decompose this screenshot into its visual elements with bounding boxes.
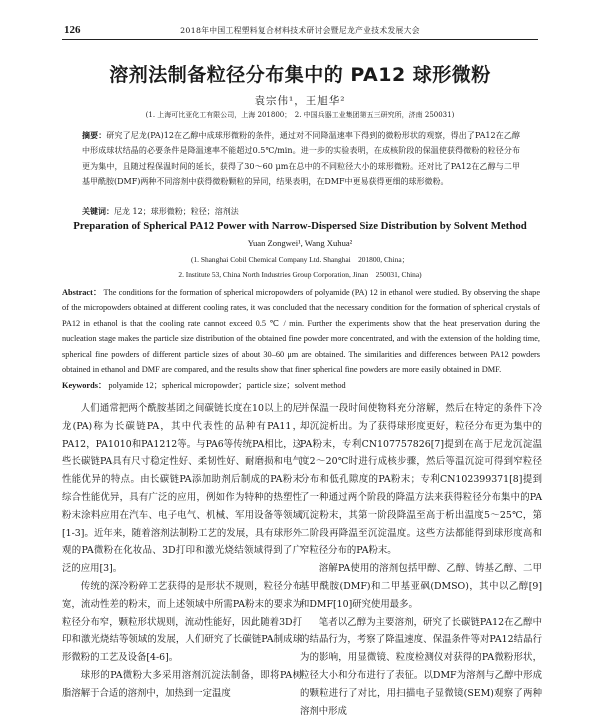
affiliation-english bbox=[0, 253, 600, 282]
affiliation-english-line-2: 2. Institute 53, China North Industries Group Corporation, Jinan 250031, China) bbox=[178, 269, 422, 279]
body-paragraph: 传统的深冷粉碎工艺获得的是形状不规则，粒径分布宽，流动性差的粉末，而上述领域中所需PA粉末的要求为粒径分布窄，颗粒形状规则，流动性能好，因此随着3D打印和激光烧结等领域的发展，人们研究了长碳链PA制成球形微粉的工艺及设备[4-6]。 bbox=[62, 580, 302, 664]
abstract-english-label: Abstract： bbox=[62, 288, 102, 297]
body-paragraph: 溶解PA使用的溶剂包括甲醇、乙醇、铸基乙醇、二甲基甲酰胺(DMF)和二甲基亚砜(DMSO)，其中以乙醇[9]和DMF[10]研究使用最多。 bbox=[300, 563, 542, 610]
body-paragraph: 球形的PA微粉大多采用溶剂沉淀法制备，即将PA树脂溶解于合适的溶剂中，加热到一定温度 bbox=[62, 669, 302, 699]
title-chinese: 溶剂法制备粒径分布集中的 PA12 球形微粉 bbox=[109, 64, 491, 86]
page-number: 126 bbox=[64, 24, 81, 36]
body-column-left bbox=[62, 400, 302, 703]
abstract-english bbox=[62, 285, 540, 377]
authors-english: Yuan Zongwei¹, Wang Xuhua² bbox=[247, 238, 353, 248]
abstract-english-text: The conditions for the formation of spherical micropowders of polyamide (PA) 12 in ethanol were studied. By observing the shape of the micropowders obtained at different cooling rates, it was concluded that the necessary condition for the formation of spherical crystals of PA12 in ethanol is that the cooling rate cannot exceed 0.5 ℃ / min. Further the experiments show that the heat preservation during the nucleation stage makes the particle size distribution of the obtained fine powder more concentrated, and with the extension of the holding time, spherical fine powders of different particle sizes of about 30–60 μm are obtained. The similarities and differences between PA12 powders obtained in ethanol and DMF are compared, and the results show that finer spherical fine powders are more easily obtained in DMF. bbox=[62, 288, 540, 375]
running-header bbox=[62, 24, 538, 40]
body-paragraph: 人们通常把两个酰胺基团之间碳链长度在10以上的尼龙(PA)称为长碳链PA，其中代表性的品种有PA11，PA12，PA1010和PA1212等。与PA6等传统PA相比，这些长碳链PA具有尺寸稳定性好、柔韧性好、耐磨损和电气性能优异的特点。由长碳链PA添加助剂后制成的PA粉末综合性能优异，具有广泛的应用，例如作为特种的热塑性粉末涂料应用在汽车、电子电气、机械、军用设备等领域[1-3]。近年来，随着溶剂法制粉工艺的发展，具有球形外观的PA微粉在化妆品、3D打印和激光烧结领域得到了广泛的应用[3]。 bbox=[62, 403, 302, 575]
keywords-english-label: Keywords： bbox=[62, 381, 107, 390]
keywords-english bbox=[62, 379, 540, 391]
title-english: Preparation of Spherical PA12 Power with Narrow-Dispersed Size Distribution by Solvent Method bbox=[73, 220, 527, 232]
keywords-english-text: polyamide 12；spherical micropowder；particle size；solvent method bbox=[108, 381, 346, 390]
abstract-chinese bbox=[82, 128, 520, 190]
affiliation-chinese: (1. 上海可比亚化工有限公司，上海 201800； 2. 中国兵器工业集团第五三研究所，济南 250031) bbox=[145, 111, 455, 119]
abstract-chinese-text: 研究了尼龙(PA)12在乙醇中成球形微粉的条件，通过对不同降温速率下得到的微粉形状的观察，得出了PA12在乙醇中形成球状结晶的必要条件是降温速率不能超过0.5℃/min。进一步的实验表明，在成核阶段的保温使获得微粉的粒径分布更为集中，且随过程保温时间的延长，获得了30～60 μm在总中的不同粒径大小的球形微粉。还对比了PA12在乙醇与二甲基甲酰胺(DMF)两种不同溶剂中获得微粉颗粒的异同，结果表明，在DMF中更易获得更细的球形微粉。 bbox=[82, 131, 521, 187]
conference-name: 2018年中国工程塑料复合材料技术研讨会暨尼龙产业技术发展大会 bbox=[180, 26, 420, 35]
body-column-right bbox=[300, 400, 542, 720]
keywords-chinese bbox=[82, 206, 520, 217]
keywords-chinese-label: 关键词： bbox=[82, 207, 114, 216]
body-paragraph: 笔者以乙醇为主要溶剂，研究了长碳链PA12在乙醇中的结晶行为，考察了降温速度、保温条件等对PA12结晶行为的影响，用显微镜、粒度检测仪对获得的PA微粉形状，粒径大小和分布进行了表征。以DMF为溶剂与乙醇中形成的颗粒进行了对比，用扫描电子显微镜(SEM)观察了两种溶剂中形成 bbox=[300, 616, 542, 717]
body-paragraph: 并保温一段时间使物料充分溶解，然后在特定的条件下冷却沉淀析出。为了获得球形度更好，粒径分布更为集中的PA粉末，专利CN107757826[7]提到在高于尼龙沉淀温度2～20℃时进行成核步骤，然后等温沉淀可得到窄粒径分布和低孔隙度的PA粉末；专利CN102399371[8]提到了一种通过两个阶段的降温方法来获得粒径分布集中的PA沉淀粉末，其第一阶段降温至高于析出温度5～25℃，第二阶段再降温至沉淀温度。这些方法都能得到球形度高和窄粒径分布的PA粉末。 bbox=[300, 403, 542, 557]
authors-chinese: 袁宗伟¹，王旭华² bbox=[254, 95, 346, 107]
affiliation-english-line-1: (1. Shanghai Cobil Chemical Company Ltd. Shanghai 201800, China； bbox=[190, 255, 409, 264]
keywords-chinese-text: 尼龙 12；球形微粉；粒径；溶剂法 bbox=[114, 207, 239, 216]
abstract-chinese-label: 摘要： bbox=[82, 131, 107, 140]
